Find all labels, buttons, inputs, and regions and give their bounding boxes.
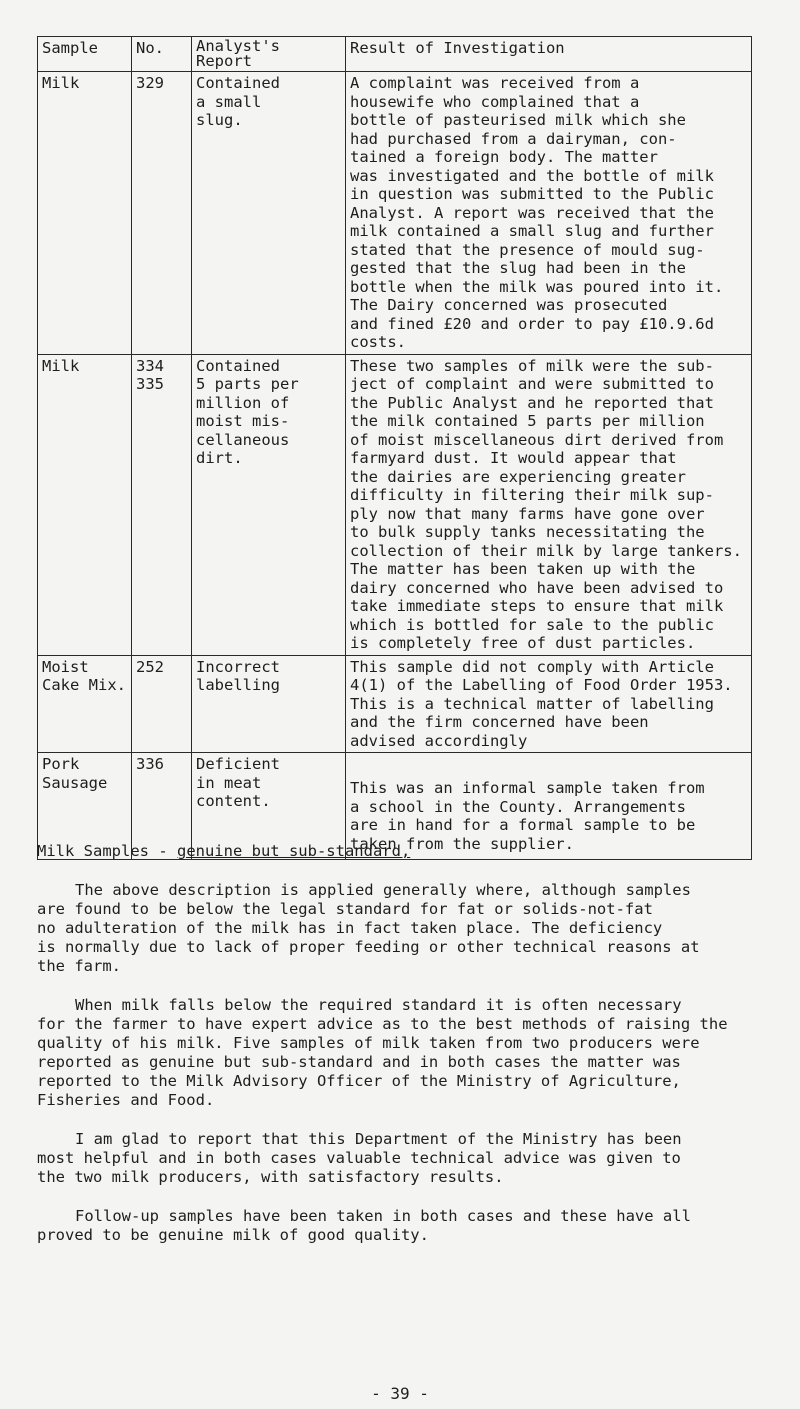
result-cell: This sample did not comply with Article 4(1) of the Labelling of Food Order 1953. This is a technical matter of labelling and the firm concerned have been advised accordingly: [346, 655, 752, 753]
report-cell: Incorrect labelling: [192, 655, 346, 753]
sample-cell: Pork Sausage: [38, 753, 132, 860]
table-row: [38, 354, 752, 655]
sample-cell: Moist Cake Mix.: [38, 655, 132, 753]
table-row: [38, 655, 752, 753]
sample-cell: Milk: [38, 354, 132, 655]
number-cell: 329: [132, 72, 192, 355]
table-row: [38, 72, 752, 355]
number-cell: 334 335: [132, 354, 192, 655]
header-sample: Sample: [38, 37, 132, 72]
report-cell: Deficient in meat content.: [192, 753, 346, 860]
section-heading-underlined: genuine but sub-standard,: [176, 842, 411, 860]
report-body: [37, 842, 767, 1265]
paragraph: The above description is applied generally where, although samples are found to be below the legal standard for fat or solids-not-fat no adulteration of the milk has in fact taken place. The deficiency is normally due to lack of proper feeding or other technical reasons at the farm.: [37, 881, 700, 975]
header-analysts-report: Analyst's Report: [192, 37, 346, 72]
result-cell: A complaint was received from a housewife who complained that a bottle of pasteurised milk which she had purchased from a dairyman, con- tained a foreign body. The matter was investigated and the bottle of milk in question was submitted to the Public Analyst. A report was received that the milk contained a small slug and further stated that the presence of mould sug- gested that the slug had been in the bottle when the milk was poured into it. The Dairy concerned was prosecuted and fined £20 and order to pay £10.9.6d costs.: [346, 72, 752, 355]
result-cell: These two samples of milk were the sub- ject of complaint and were submitted to the Public Analyst and he reported that the milk contained 5 parts per million of moist miscellaneous dirt derived from farmyard dust. It would appear that the dairies are experiencing greater difficulty in filtering their milk sup- ply now that many farms have gone over to bulk supply tanks necessitating the collection of their milk by large tankers. The matter has been taken up with the dairy concerned who have been advised to take immediate steps to ensure that milk which is bottled for sale to the public is completely free of dust particles.: [346, 354, 752, 655]
number-cell: 252: [132, 655, 192, 753]
section-heading-prefix: Milk Samples -: [37, 842, 177, 860]
header-no: No.: [132, 37, 192, 72]
paragraph: When milk falls below the required standard it is often necessary for the farmer to have expert advice as to the best methods of raising the quality of his milk. Five samples of milk taken from two producers were reported as genuine but sub-standard and in both cases the matter was reported to the Milk Advisory Officer of the Ministry of Agriculture, Fisheries and Food.: [37, 996, 728, 1109]
section-heading: [37, 842, 767, 861]
sample-cell: Milk: [38, 72, 132, 355]
page-number: - 39 -: [371, 1384, 429, 1403]
report-cell: Contained a small slug.: [192, 72, 346, 355]
header-result: Result of Investigation: [346, 37, 752, 72]
number-cell: 336: [132, 753, 192, 860]
table-header-row: [38, 37, 752, 72]
investigation-table: [37, 36, 752, 860]
result-cell: This was an informal sample taken from a school in the County. Arrangements are in hand for a formal sample to be taken from the supplier.: [346, 753, 752, 860]
paragraph: I am glad to report that this Department of the Ministry has been most helpful and in both cases valuable technical advice was given to the two milk producers, with satisfactory results.: [37, 1130, 682, 1186]
report-cell: Contained 5 parts per million of moist mis- cellaneous dirt.: [192, 354, 346, 655]
paragraph: Follow-up samples have been taken in both cases and these have all proved to be genuine milk of good quality.: [37, 1207, 691, 1244]
